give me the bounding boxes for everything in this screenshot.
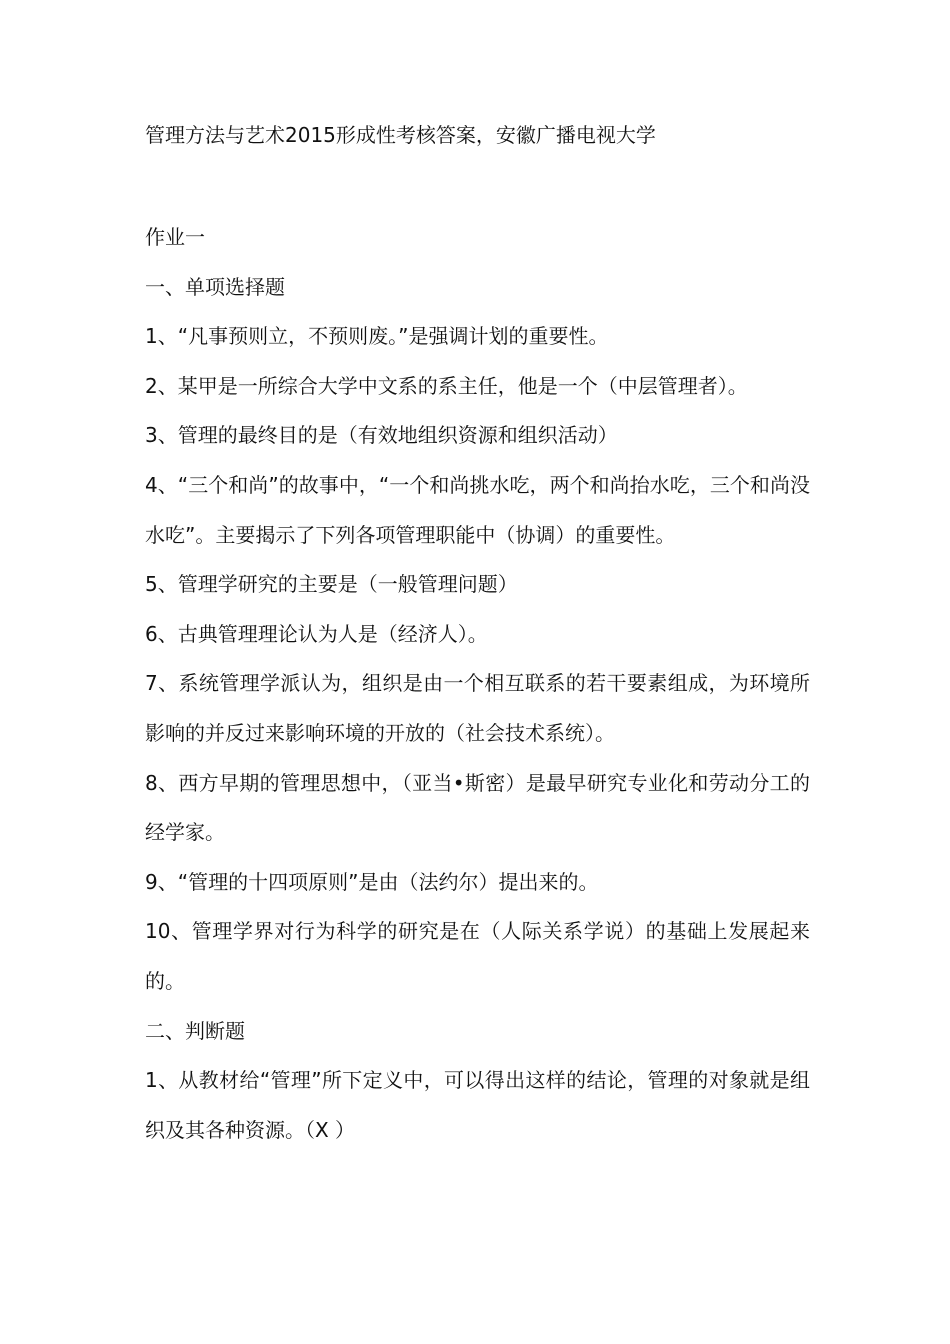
question-item: 4、“三个和尚”的故事中，“一个和尚挑水吃，两个和尚抬水吃，三个和尚没水吃”。主要揭示了下列各项管理职能中（协调）的重要性。 [145,472,810,547]
question-item: 9、“管理的十四项原则”是由（法约尔）提出来的。 [145,869,599,894]
question-item: 3、管理的最终目的是（有效地组织资源和组织活动） [145,423,618,448]
question-item: 1、从教材给“管理”所下定义中，可以得出这样的结论，管理的对象就是组织及其各种资源。（X ） [145,1068,810,1142]
question-item: 10、管理学界对行为科学的研究是在（人际关系学说）的基础上发展起来的。 [145,919,810,993]
document-body [145,118,810,1155]
section-heading-single-choice: 一、单项选择题 [145,274,285,299]
question-item: 2、某甲是一所综合大学中文系的系主任，他是一个（中层管理者）。 [145,373,748,398]
question-item: 8、西方早期的管理思想中，（亚当•斯密）是最早研究专业化和劳动分工的经学家。 [145,770,810,845]
question-item: 6、古典管理理论认为人是（经济人）。 [145,621,488,646]
question-item: 7、系统管理学派认为，组织是由一个相互联系的若干要素组成，为环境所影响的并反过来影响环境的开放的（社会技术系统）。 [145,671,810,745]
assignment-heading: 作业一 [145,225,205,249]
section-heading-true-false: 二、判断题 [145,1018,245,1043]
question-item: 1、“凡事预则立，不预则废。”是强调计划的重要性。 [145,324,609,349]
document-title: 管理方法与艺术2015形成性考核答案，安徽广播电视大学 [145,123,656,147]
question-item: 5、管理学研究的主要是（一般管理问题） [145,572,518,597]
